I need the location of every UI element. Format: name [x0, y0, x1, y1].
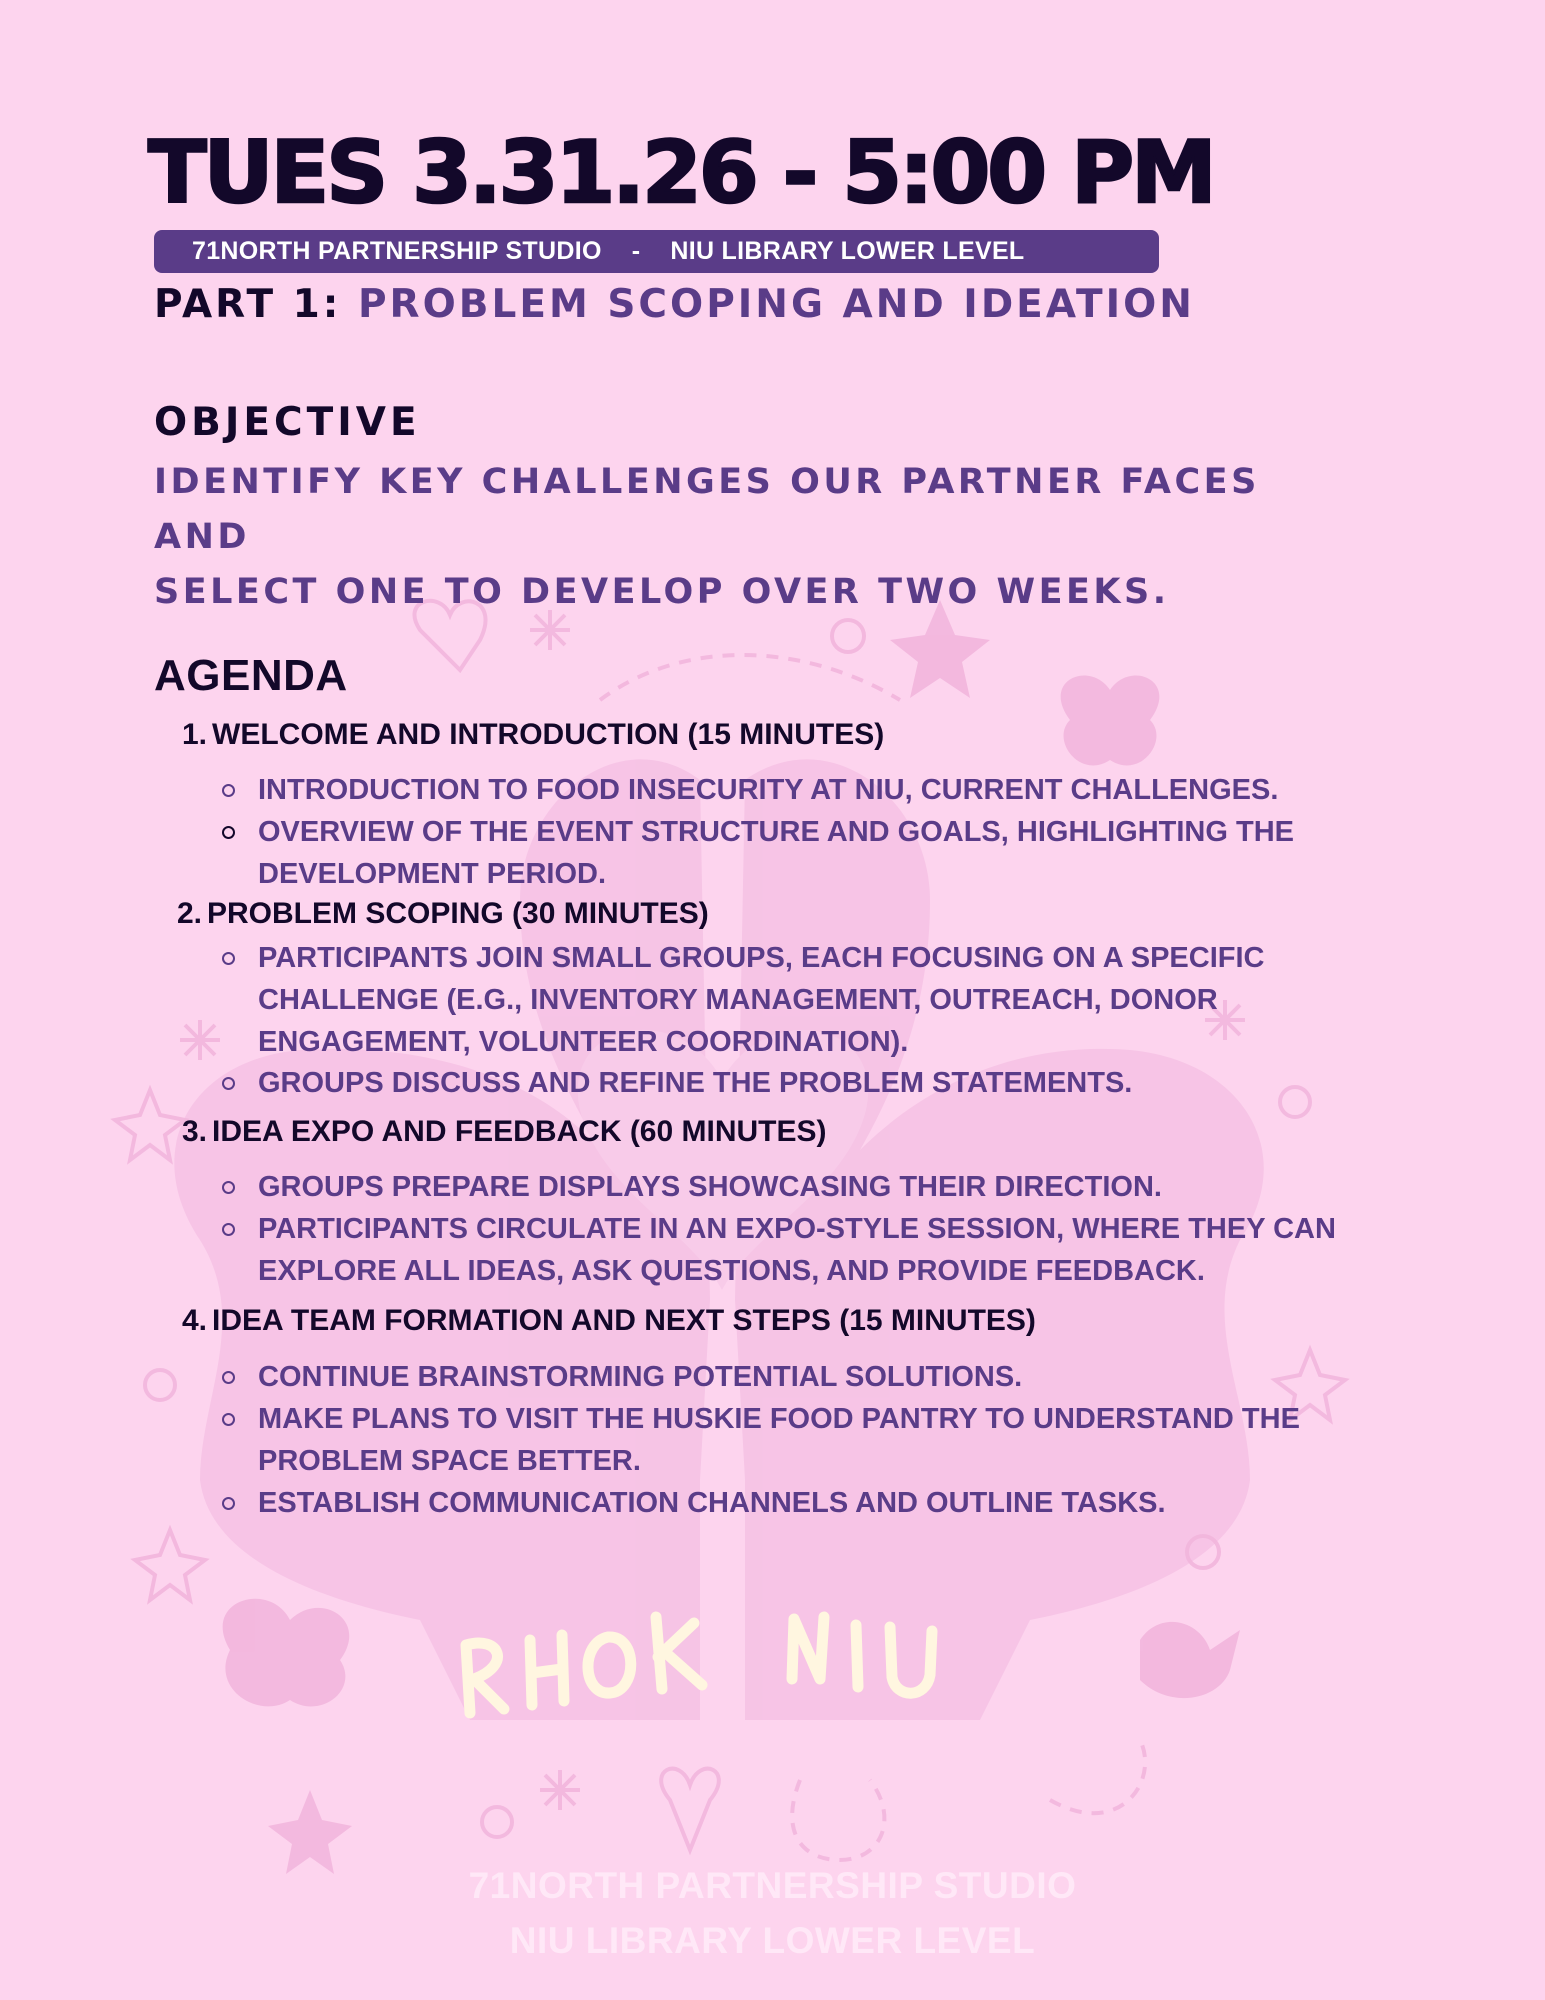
agenda-item-number: 2.: [177, 897, 203, 930]
footer-library: NIU LIBRARY LOWER LEVEL: [509, 1920, 1036, 1961]
agenda-subitem: [222, 1062, 1422, 1104]
circle-bottom-icon: [482, 1807, 512, 1837]
agenda-subitem-text: MAKE PLANS TO VISIT THE HUSKIE FOOD PANTRY TO UNDERSTAND THE PROBLEM SPACE BETTER.: [258, 1403, 1300, 1477]
star-bottom-icon: [268, 1790, 352, 1874]
part-heading: [154, 282, 1195, 327]
agenda-subitem: [222, 1482, 1422, 1524]
objective-line: IDENTIFY KEY CHALLENGES OUR PARTNER FACES AND: [154, 462, 1260, 557]
agenda-subitem: [222, 1398, 1422, 1482]
agenda-item-label: IDEA EXPO AND FEEDBACK (60 MINUTES): [212, 1115, 827, 1148]
location-studio: 71NORTH PARTNERSHIP STUDIO: [192, 237, 602, 265]
agenda-heading: AGENDA: [154, 651, 348, 700]
objective-text: [154, 455, 1354, 620]
bullet-icon: [222, 1181, 235, 1194]
agenda-subitem-text: ESTABLISH COMMUNICATION CHANNELS AND OUTLINE TASKS.: [258, 1487, 1166, 1519]
bullet-icon: [222, 952, 235, 965]
dashed-loop-icon: [792, 1780, 884, 1860]
bullet-icon: [222, 784, 235, 797]
star-outline-icon: [115, 1090, 185, 1160]
location-banner: [154, 230, 1159, 273]
agenda-item-title: [182, 718, 884, 752]
bullet-icon: [222, 1371, 235, 1384]
agenda-subitem-text: PARTICIPANTS JOIN SMALL GROUPS, EACH FOCUSING ON A SPECIFIC CHALLENGE (E.G., INVENTORY MANAGEMENT, OUTREACH, DONOR ENGAGEMENT, VOLUNTEER COORDINATION).: [258, 942, 1265, 1058]
agenda-item-title: [182, 1115, 827, 1149]
heart-bottom-icon: [661, 1769, 719, 1850]
event-date-time: TUES 3.31.26 - 5:00 PM: [148, 123, 1214, 223]
agenda-subitem: [222, 937, 1422, 1063]
cloud-lower-left-icon: [223, 1599, 350, 1707]
dashed-arc-icon: [600, 655, 900, 700]
agenda-item-number: 4.: [182, 1304, 208, 1337]
footer-studio: 71NORTH PARTNERSHIP STUDIO: [468, 1865, 1077, 1906]
agenda-subitem-text: PARTICIPANTS CIRCULATE IN AN EXPO-STYLE SESSION, WHERE THEY CAN EXPLORE ALL IDEAS, ASK QUESTIONS, AND PROVIDE FEEDBACK.: [258, 1213, 1336, 1287]
objective-heading: OBJECTIVE: [154, 400, 421, 445]
bird-doodle-icon: [1140, 1622, 1240, 1698]
star-lower-left-icon: [135, 1530, 205, 1600]
bullet-icon: [222, 1413, 235, 1426]
agenda-subitem: [222, 1166, 1422, 1208]
agenda-subitem: [222, 1356, 1422, 1398]
agenda-subitem: [222, 1208, 1422, 1292]
agenda-item-label: PROBLEM SCOPING (30 MINUTES): [207, 897, 709, 930]
circle-left-icon: [145, 1370, 175, 1400]
agenda-item-number: 1.: [182, 718, 208, 751]
objective-line: SELECT ONE TO DEVELOP OVER TWO WEEKS.: [154, 572, 1170, 612]
bullet-icon: [222, 1077, 235, 1090]
rhok-niu-logo: [440, 1595, 1000, 1735]
bullet-icon: [222, 1223, 235, 1236]
agenda-subitem: [222, 769, 1422, 811]
agenda-subitem-text: GROUPS PREPARE DISPLAYS SHOWCASING THEIR DIRECTION.: [258, 1171, 1162, 1203]
agenda-subitem-text: OVERVIEW OF THE EVENT STRUCTURE AND GOALS, HIGHLIGHTING THE DEVELOPMENT PERIOD.: [258, 816, 1294, 890]
agenda-item-number: 3.: [182, 1115, 208, 1148]
location-library: NIU LIBRARY LOWER LEVEL: [670, 237, 1025, 265]
agenda-subitem-text: CONTINUE BRAINSTORMING POTENTIAL SOLUTIONS.: [258, 1361, 1023, 1393]
agenda-item-label: WELCOME AND INTRODUCTION (15 MINUTES): [212, 718, 885, 751]
bullet-icon: [222, 1497, 235, 1510]
asterisk-bottom-icon: [540, 1770, 580, 1810]
bullet-icon: [222, 826, 235, 839]
dashed-swirl-icon: [1050, 1740, 1145, 1813]
location-separator: -: [631, 237, 641, 265]
cloud-doodle-icon: [1061, 676, 1160, 766]
part-label: PART 1:: [154, 282, 342, 327]
agenda-subitem-text: GROUPS DISCUSS AND REFINE THE PROBLEM STATEMENTS.: [258, 1067, 1133, 1099]
agenda-item-label: IDEA TEAM FORMATION AND NEXT STEPS (15 MINUTES): [212, 1304, 1036, 1337]
circle-doodle-icon: [832, 620, 864, 652]
asterisk-left-icon: [180, 1020, 220, 1060]
agenda-subitem-text: INTRODUCTION TO FOOD INSECURITY AT NIU, CURRENT CHALLENGES.: [258, 774, 1279, 806]
agenda-subitem: [222, 811, 1422, 895]
agenda-item-title: [182, 1304, 1036, 1338]
part-title: PROBLEM SCOPING AND IDEATION: [357, 282, 1195, 327]
agenda-item-title: [177, 897, 709, 931]
